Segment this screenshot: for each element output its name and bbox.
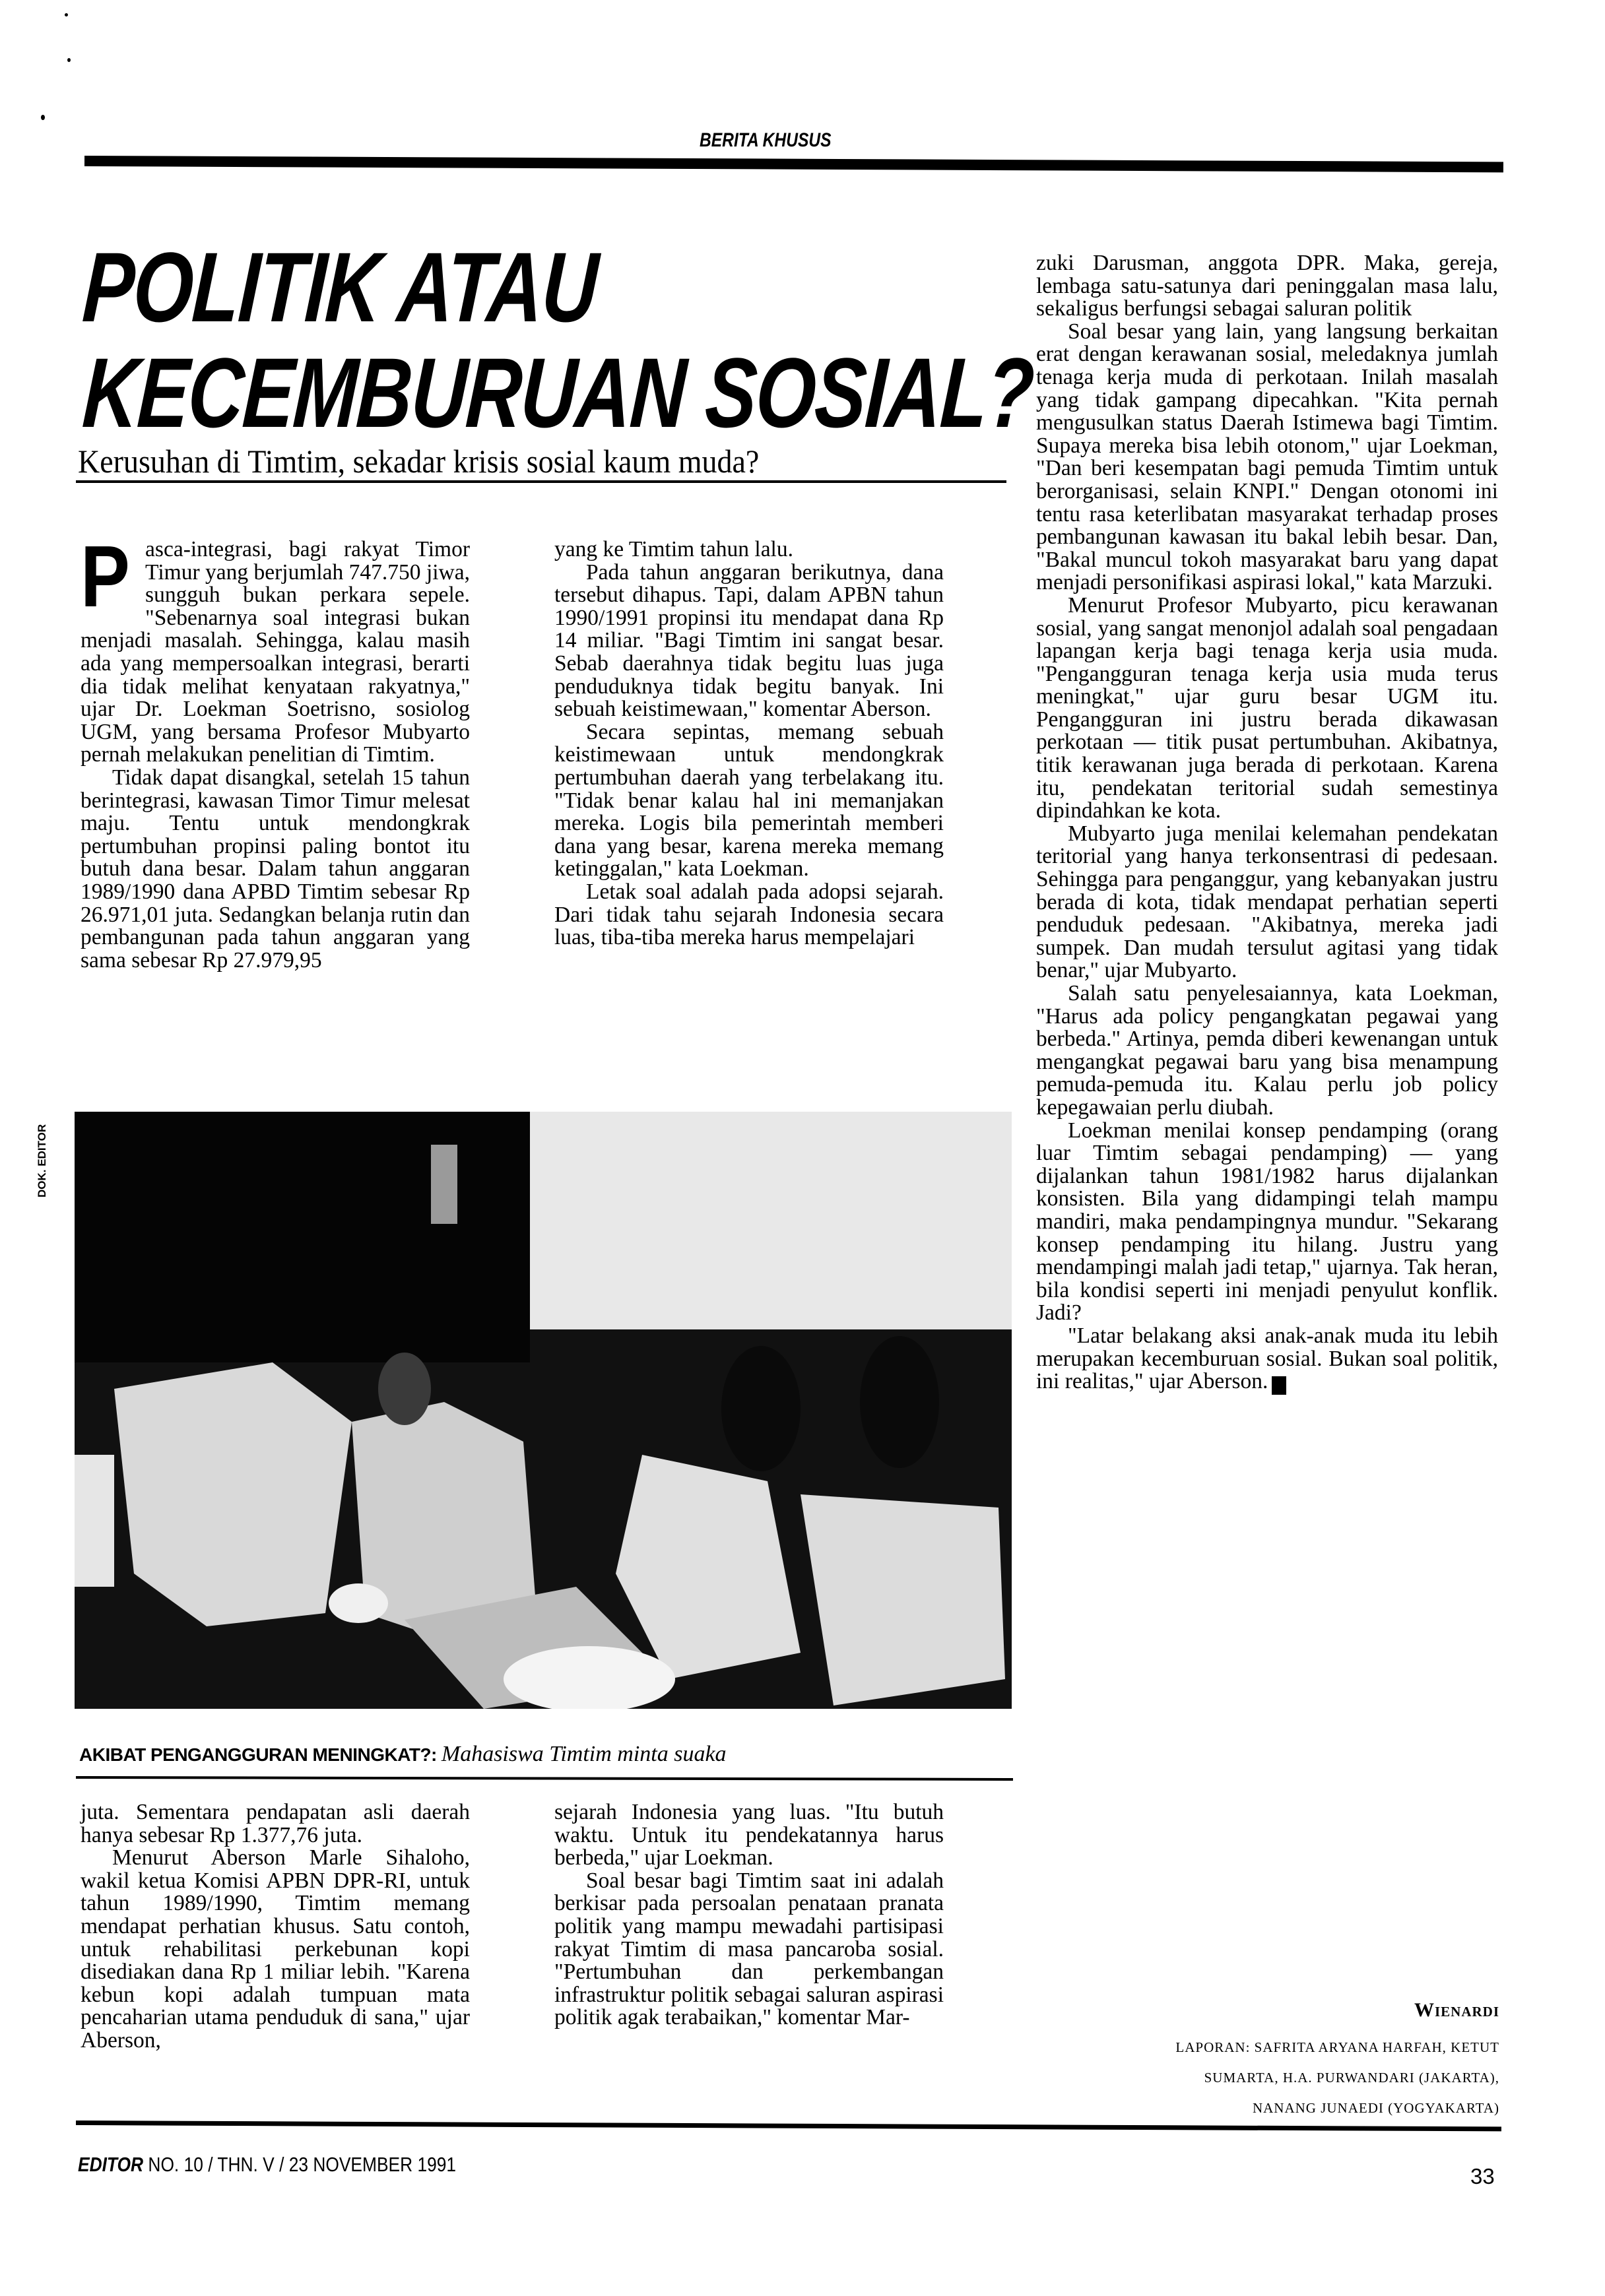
- paragraph: Letak soal adalah pada adopsi sejarah. Dari tidak tahu sejarah Indonesia secara luas, tiba-tiba mereka harus mempelajari: [554, 879, 944, 950]
- scan-speck: [65, 13, 68, 16]
- paragraph: Tidak dapat disangkal, setelah 15 tahun berintegrasi, kawasan Timor Timur melesat maju. Tentu untuk mendongkrak pertumbuhan propinsi paling bontot itu butuh dana besar. Dalam tahun anggaran 1989/1990 dana APBD Timtim sebesar Rp 26.971,01 juta. Sedangkan belanja rutin dan pembangunan pada tahun anggaran yang sama sebesar Rp 27.979,95: [81, 765, 470, 973]
- column-3: [1036, 252, 1498, 1395]
- paragraph: Menurut Aberson Marle Sihaloho, wakil ketua Komisi APBN DPR-RI, untuk tahun 1989/1990, Timtim memang mendapat perhatian khusus. Satu contoh, untuk rehabilitasi perkebunan kopi disediakan dana Rp 1 miliar lebih. "Karena kebun kopi adalah tumpuan mata pencaharian utama penduduk di sana," ujar Aberson,: [81, 1845, 470, 2053]
- paragraph: Secara sepintas, memang sebuah keistimewaan untuk mendongkrak pertumbuhan daerah yang terbelakang itu. "Tidak benar kalau hal ini memanjakan mereka. Logis bila pemerintah memberi dana yang besar, karena mereka memang ketinggalan," kata Loekman.: [554, 719, 944, 881]
- paragraph: juta. Sementara pendapatan asli daerah hanya sebesar Rp 1.377,76 juta.: [81, 1800, 470, 1847]
- article-deck: Kerusuhan di Timtim, sekadar krisis sosial kaum muda?: [78, 443, 760, 480]
- page-number: 33: [1470, 2164, 1495, 2188]
- end-of-article-icon: E: [1272, 1376, 1286, 1395]
- caption-lead: AKIBAT PENGANGGURAN MENINGKAT?:: [79, 1744, 437, 1765]
- photo-caption: [79, 1742, 727, 1767]
- drop-cap: P: [81, 528, 130, 625]
- paragraph: Loekman menilai konsep pendamping (orang luar Timtim sebagai pendamping) — yang dijalankan tahun 1981/1982 harus dijalankan konsisten. Bila yang didampingi telah mampu mandiri, maka pendampingnya mundur. "Sekarang konsep pendamping itu hilang. Justru yang mendampingi malah jadi tetap," ujarnya. Tak heran, bila kondisi seperti ini menjadi penyulut konflik. Jadi?: [1036, 1118, 1498, 1325]
- paragraph-text: "Latar belakang aksi anak-anak muda itu lebih merupakan kecemburuan sosial. Bukan soal politik, ini realitas," ujar Aberson.: [1036, 1323, 1498, 1394]
- news-photo: [75, 1112, 1012, 1709]
- paragraph: asca-integrasi, bagi rakyat Timor Timur yang berjumlah 747.750 jiwa, sungguh bukan perkara sepele. "Sebenarnya soal integrasi bukan menjadi masalah. Sehingga, kalau masih ada yang mempersoalkan integrasi, berarti dia tidak melihat kenyataan rakyatnya," ujar Dr. Loekman Soetrisno, sosiolog UGM, yang bersama Profesor Mubyarto pernah melakukan penelitian di Timtim.: [81, 537, 470, 767]
- magazine-brand: EDITOR: [78, 2153, 144, 2176]
- paragraph: sejarah Indonesia yang luas. "Itu butuh waktu. Untuk itu pendekatannya harus berbeda," ujar Loekman.: [554, 1800, 944, 1870]
- column-2-bottom: [554, 1801, 944, 2029]
- issue-info: NO. 10 / THN. V / 23 NOVEMBER 1991: [148, 2153, 457, 2176]
- scan-speck: [41, 115, 45, 120]
- issue-footer: [78, 2153, 456, 2177]
- paragraph: Pada tahun anggaran berikutnya, dana tersebut dihapus. Tapi, dalam APBN tahun 1990/1991 propinsi itu mendapat dana Rp 14 miliar. "Bagi Timtim ini sangat besar. Sebab daerahnya tidak begitu luas juga penduduknya tidak begitu banyak. Ini sebuah keistimewaan," komentar Aberson.: [554, 559, 944, 722]
- paragraph: zuki Darusman, anggota DPR. Maka, gereja, lembaga satu-satunya dari peninggalan masa lalu, sekaligus berfungsi sebagai saluran politik: [1036, 251, 1498, 321]
- paragraph: Mubyarto juga menilai kelemahan pendekatan teritorial yang hanya terkonsentrasi di pedesaan. Sehingga para penganggur, yang kebanyakan justru berada di kota, tidak mendapat perhatian seperti penduduk pedesaan. "Akibatnya, mereka jadi sumpek. Dan mudah tersulut agitasi yang tidak benar," ujar Mubyarto.: [1036, 821, 1498, 983]
- paragraph: Soal besar yang lain, yang langsung berkaitan erat dengan kerawanan sosial, meledaknya jumlah tenaga kerja muda di perkotaan. Inilah masalah yang tidak gampang dipecahkan. "Kita pernah mengusulkan status Daerah Istimewa bagi Timtim. Supaya mereka bisa lebih otonom," ujar Loekman, "Dan beri kesempatan bagi pemuda Timtim untuk berorganisasi, selain KNPI." Dengan otonomi ini tentu rasa keterlibatan masyarakat terhadap proses pembangunan kawasan itu bakal lebih besar. Dan, "Bakal muncul tokoh masyarakat baru yang dapat menjadi personifikasi aspirasi lokal," kata Marzuki.: [1036, 319, 1498, 595]
- caption-rule: [76, 1776, 1013, 1781]
- paragraph: [1036, 1325, 1498, 1395]
- column-1-bottom: [81, 1801, 470, 2053]
- reporter-credits: LAPORAN: SAFRITA ARYANA HARFAH, KETUT SUMARTA, H.A. PURWANDARI (JAKARTA), NANANG JUNAEDI (YOGYAKARTA): [1175, 2039, 1499, 2116]
- paragraph: yang ke Timtim tahun lalu.: [554, 537, 793, 561]
- paragraph: Salah satu penyelesaiannya, kata Loekman, "Harus ada policy pengangkatan pegawai yang berbeda." Artinya, pemda diberi kewenangan untuk mengangkat pegawai baru yang bisa menampung pemuda-pemuda itu. Kalau perlu job policy kepegawaian perlu diubah.: [1036, 981, 1498, 1120]
- photo-credit: DOK. EDITOR: [36, 1124, 48, 1197]
- header-rule: [84, 156, 1503, 172]
- headline-line-2: KECEMBURUAN SOSIAL?: [80, 337, 1036, 448]
- column-1-top: [81, 528, 470, 973]
- caption-text: Mahasiswa Timtim minta suaka: [441, 1742, 727, 1766]
- deck-rule: [76, 480, 1006, 483]
- column-2-top: [554, 538, 944, 949]
- author-byline: Wienardi: [1414, 1999, 1499, 2021]
- headline-line-1: POLITIK ATAU: [80, 232, 601, 342]
- paragraph: Soal besar bagi Timtim saat ini adalah berkisar pada persoalan penataan pranata politik yang mampu mewadahi partisipasi rakyat Timtim di masa pancaroba sosial. "Pertumbuhan dan perkembangan infrastruktur politik sebagai saluran aspirasi politik agak terabaikan," komentar Mar-: [554, 1868, 944, 2030]
- photo-placeholder-icon: [75, 1112, 1012, 1709]
- scan-speck: [67, 58, 71, 62]
- section-label: BERITA KHUSUS: [700, 129, 832, 151]
- paragraph: Menurut Profesor Mubyarto, picu kerawanan sosial, yang sangat menonjol adalah soal pengadaan lapangan kerja bagi tenaga kerja usia muda. "Pengangguran tenaga kerja usia muda terus meningkat," ujar guru besar UGM itu. Pengangguran ini justru berada dikawasan perkotaan — titik pusat pertumbuhan. Akibatnya, titik kerawanan juga berada di perkotaan. Karena itu, pendekatan teritorial sudah semestinya dipindahkan ke kota.: [1036, 592, 1498, 823]
